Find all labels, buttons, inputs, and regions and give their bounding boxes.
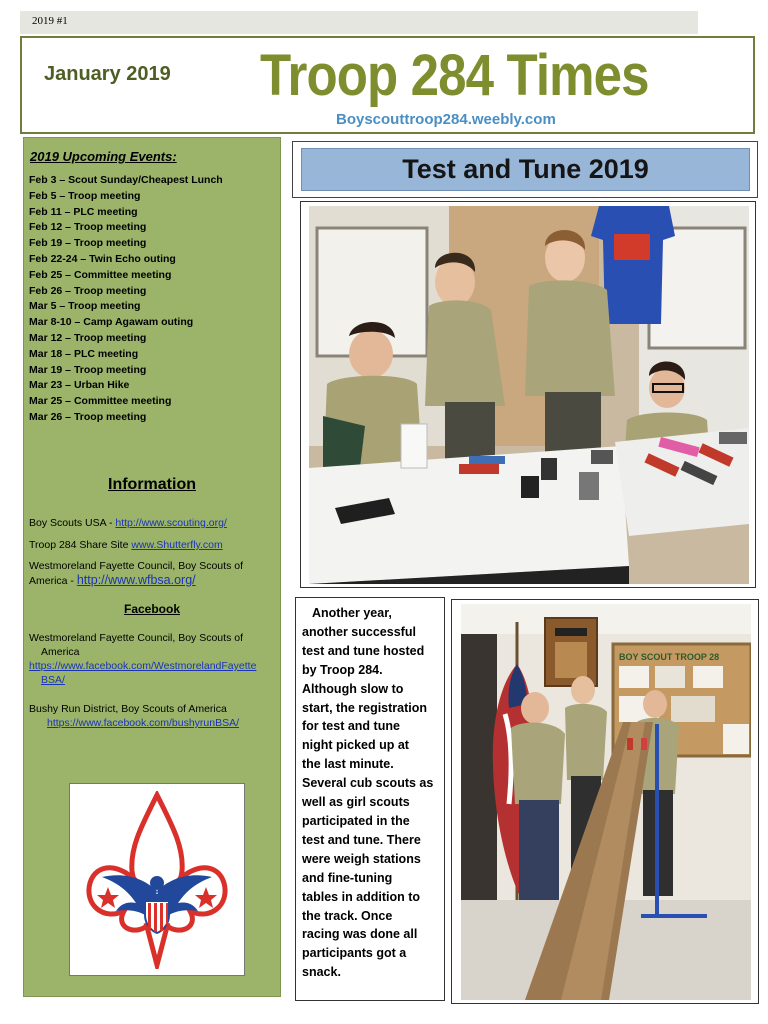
event-item: Feb 12 – Troop meeting bbox=[29, 221, 147, 234]
event-item: Mar 19 – Troop meeting bbox=[29, 363, 147, 376]
article-line: the last minute. bbox=[302, 757, 394, 772]
article-line: racing was done all bbox=[302, 927, 418, 942]
article-line: night picked up at bbox=[302, 738, 409, 753]
issue-number: 2019 #1 bbox=[20, 11, 698, 34]
bsa-link[interactable]: http://www.scouting.org/ bbox=[115, 517, 227, 529]
article-line: for test and tune bbox=[302, 719, 400, 734]
article-line: participated in the bbox=[302, 813, 410, 828]
article-line: participants got a bbox=[302, 946, 407, 961]
share-label: Troop 284 Share Site bbox=[29, 539, 132, 551]
bsa-link-row bbox=[29, 516, 227, 530]
article-line: well as girl scouts bbox=[302, 795, 410, 810]
information-heading: Information bbox=[108, 476, 196, 493]
fb-council-link[interactable]: https://www.facebook.com/WestmorelandFayette bbox=[29, 660, 257, 672]
event-item: Feb 26 – Troop meeting bbox=[29, 284, 147, 297]
sidebar bbox=[23, 137, 281, 997]
events-list bbox=[29, 173, 223, 426]
article-line: Several cub scouts as bbox=[302, 776, 434, 791]
facebook-council-row bbox=[29, 631, 256, 687]
race-track-photo bbox=[461, 604, 751, 1000]
issue-date: January 2019 bbox=[44, 63, 171, 85]
event-item: Feb 11 – PLC meeting bbox=[29, 205, 138, 218]
photo-frame-bottom bbox=[451, 599, 759, 1004]
article-line: were weigh stations bbox=[302, 851, 421, 866]
article-line: snack. bbox=[302, 965, 341, 980]
event-item: Mar 26 – Troop meeting bbox=[29, 410, 147, 423]
event-item: Mar 18 – PLC meeting bbox=[29, 347, 139, 360]
shutterfly-link[interactable]: www.Shutterfly.com bbox=[131, 539, 223, 551]
article-body bbox=[295, 597, 445, 1001]
article-headline: Test and Tune 2019 bbox=[301, 148, 750, 191]
fleur-de-lis-icon bbox=[80, 791, 234, 969]
fb-district-link[interactable]: https://www.facebook.com/bushyrunBSA/ bbox=[47, 717, 240, 729]
event-item: Mar 23 – Urban Hike bbox=[29, 379, 130, 392]
facebook-heading: Facebook bbox=[123, 602, 180, 616]
upcoming-events-heading: 2019 Upcoming Events: bbox=[30, 149, 177, 164]
fb-council-label: Westmoreland Fayette Council, Boy Scouts of bbox=[29, 632, 243, 644]
bulletin-board-text: BOY SCOUT TROOP 28 bbox=[619, 652, 720, 662]
article-line: the track. Once bbox=[302, 908, 393, 923]
article-line: and fine-tuning bbox=[302, 870, 393, 885]
article-line: tables in addition to bbox=[302, 889, 421, 904]
share-link-row bbox=[29, 538, 223, 552]
council-link-row bbox=[29, 559, 243, 588]
article-line: test and tune hosted bbox=[302, 643, 425, 658]
council-label-cont: America - bbox=[29, 575, 77, 587]
event-item: Feb 5 – Troop meeting bbox=[29, 189, 141, 202]
bsa-logo bbox=[69, 783, 245, 976]
council-link[interactable]: http://www.wfbsa.org/ bbox=[76, 573, 196, 587]
event-item: Mar 5 – Troop meeting bbox=[29, 300, 141, 313]
newsletter-title: Troop 284 Times bbox=[260, 43, 649, 108]
event-item: Feb 19 – Troop meeting bbox=[29, 237, 147, 250]
article-line: Another year, bbox=[302, 606, 392, 620]
event-item: Mar 25 – Committee meeting bbox=[29, 395, 172, 408]
fb-district-label: Bushy Run District, Boy Scouts of America bbox=[29, 703, 227, 715]
event-item: Feb 3 – Scout Sunday/Cheapest Lunch bbox=[29, 174, 223, 186]
event-item: Mar 8-10 – Camp Agawam outing bbox=[29, 316, 194, 329]
event-item: Feb 25 – Committee meeting bbox=[29, 268, 172, 281]
website-url[interactable]: Boyscouttroop284.weebly.com bbox=[336, 111, 556, 128]
fb-council-label-cont: America bbox=[41, 646, 80, 658]
article-line: start, the registration bbox=[302, 700, 428, 715]
article-line: another successful bbox=[302, 624, 416, 639]
event-item: Feb 22-24 – Twin Echo outing bbox=[29, 252, 176, 265]
fb-council-link-cont[interactable]: BSA/ bbox=[41, 674, 65, 686]
facebook-district-row bbox=[29, 702, 239, 730]
article-line: by Troop 284. bbox=[302, 662, 383, 677]
event-item: Mar 12 – Troop meeting bbox=[29, 331, 147, 344]
article-line: test and tune. There bbox=[302, 832, 421, 847]
article-line: Although slow to bbox=[302, 681, 404, 696]
scouts-table-photo bbox=[309, 206, 749, 584]
bsa-label: Boy Scouts USA - bbox=[29, 517, 116, 529]
photo-frame-top bbox=[300, 201, 756, 588]
council-label: Westmoreland Fayette Council, Boy Scouts of bbox=[29, 560, 243, 572]
headline-frame bbox=[292, 141, 758, 198]
masthead bbox=[20, 36, 755, 134]
